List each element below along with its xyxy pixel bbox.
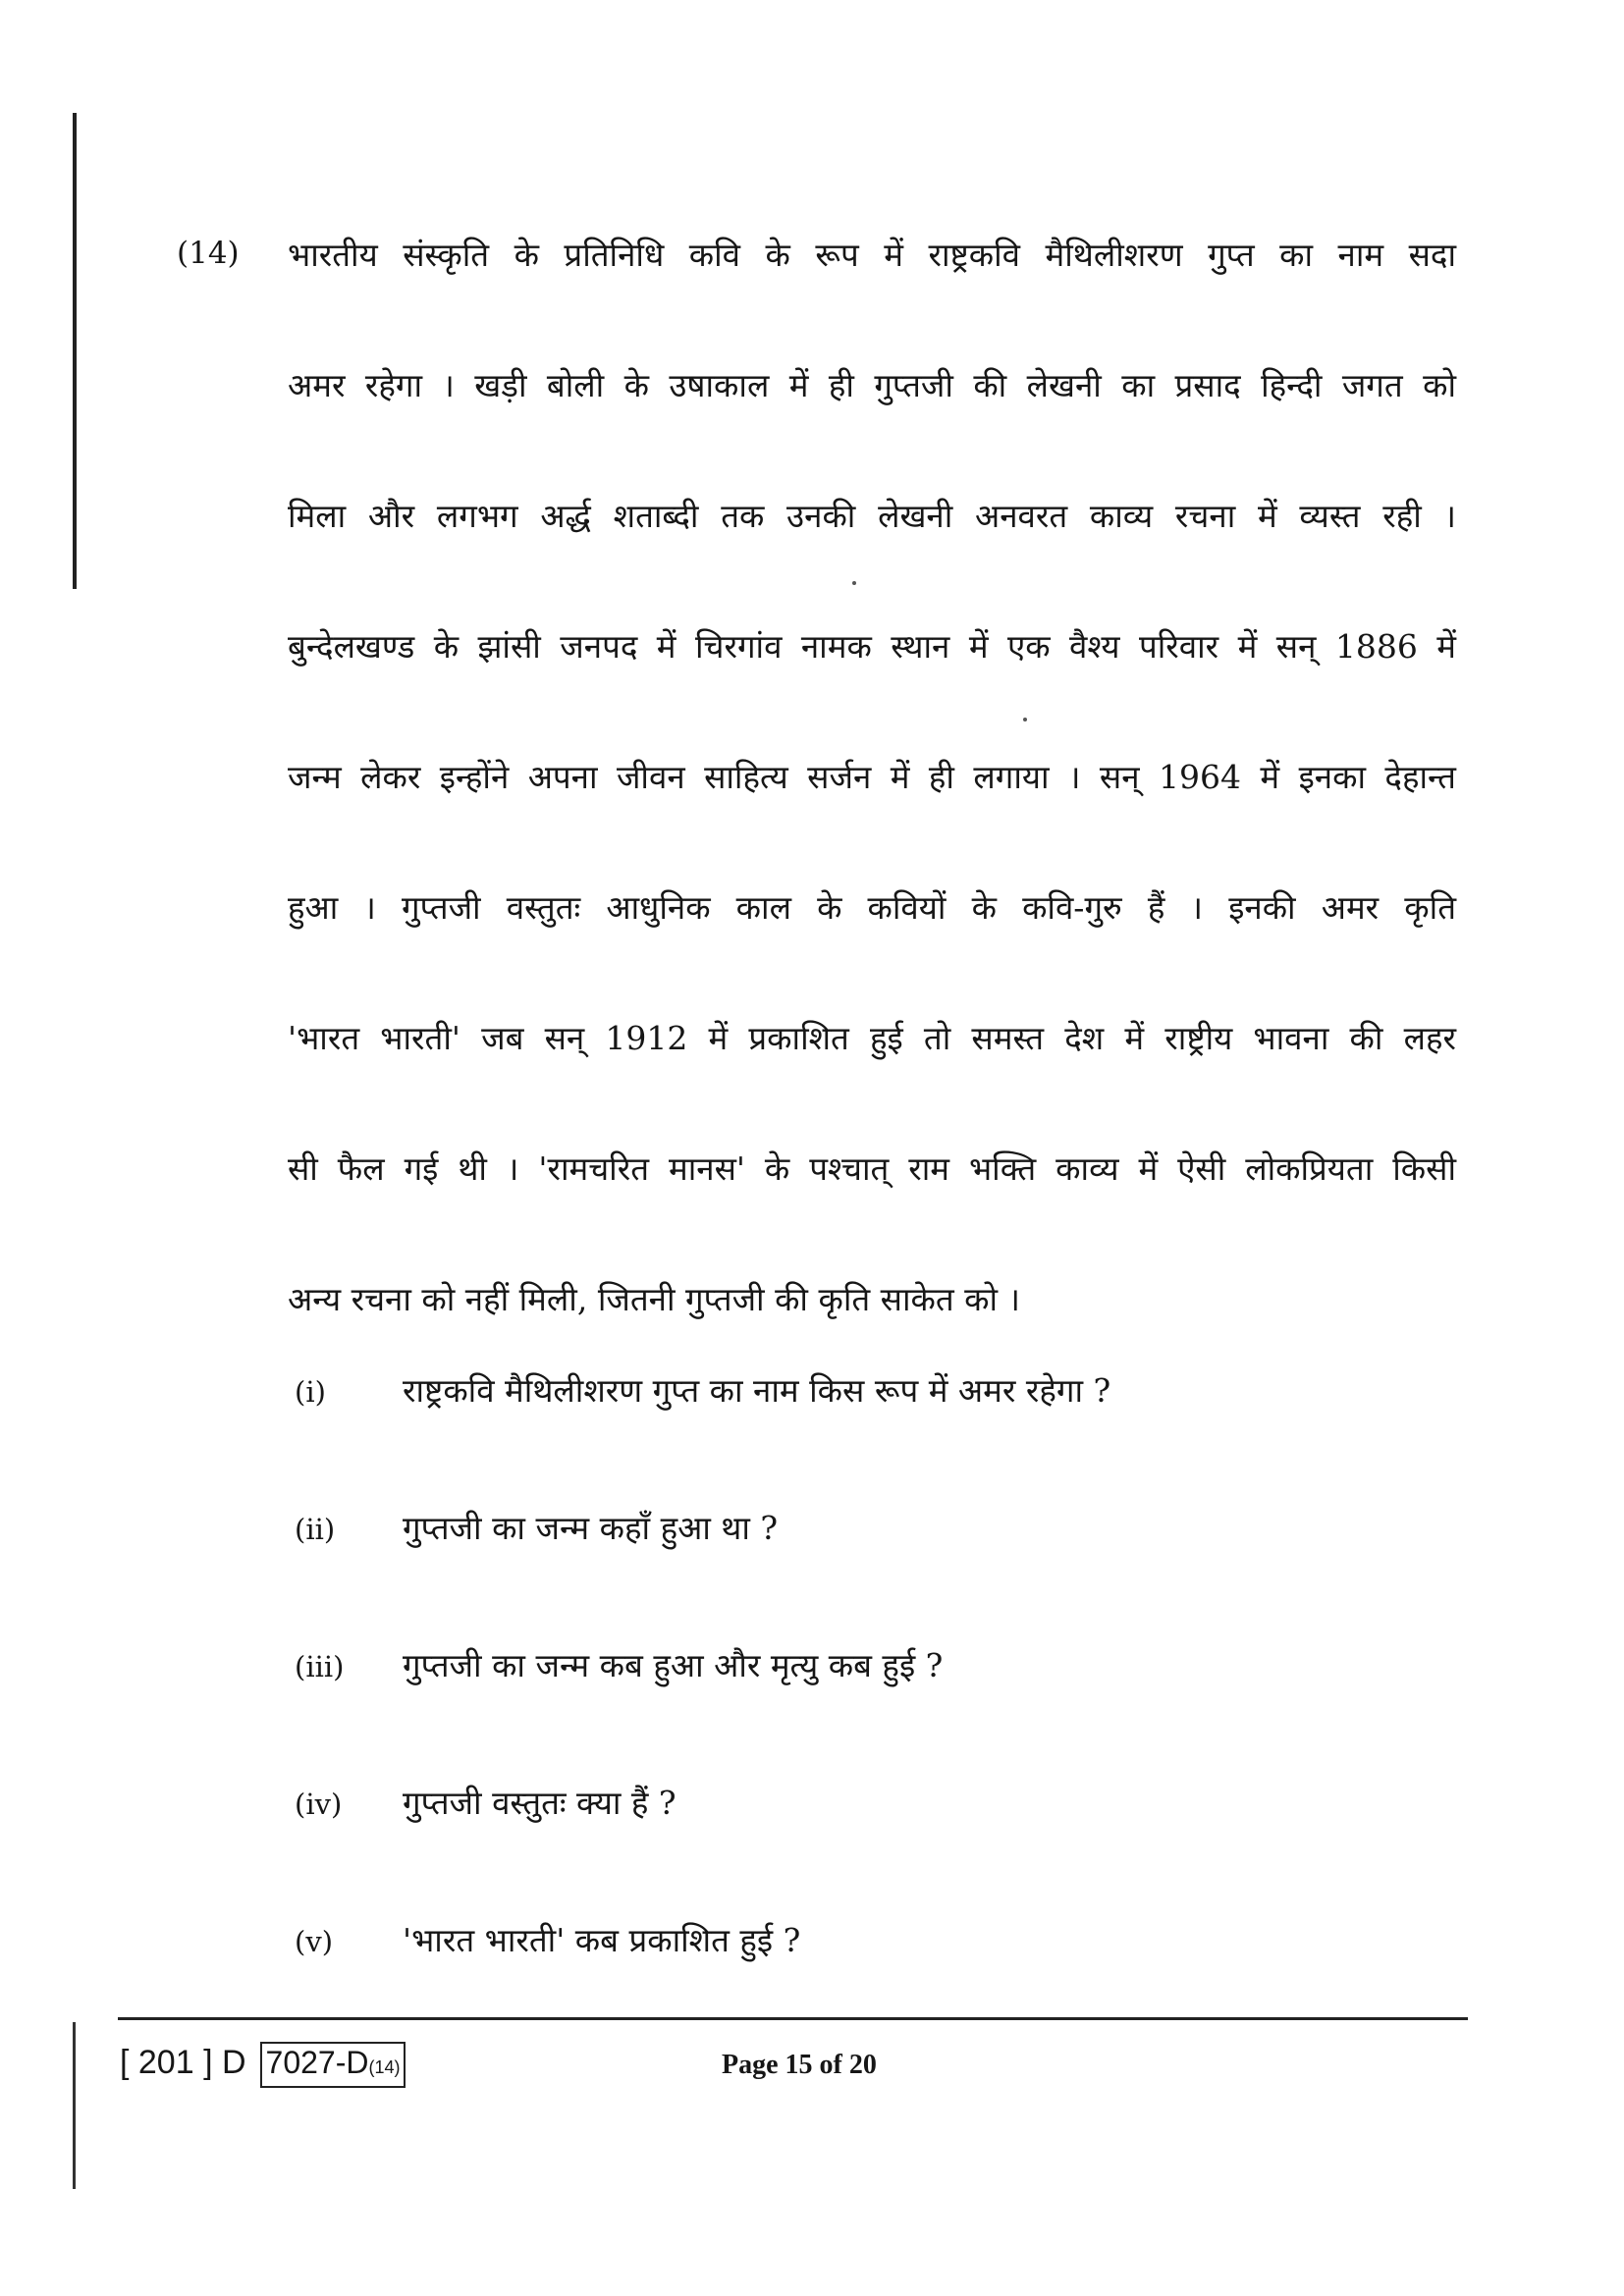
sub-question-2	[295, 1507, 1375, 1556]
passage-line: अमर रहेगा । खड़ी बोली के उषाकाल में ही गुप्तजी की लेखनी का प्रसाद हिन्दी जगत को	[288, 366, 1456, 404]
footer-paper-code	[120, 2042, 406, 2088]
sub-question-number: (i)	[295, 1375, 326, 1409]
page-number: Page 15 of 20	[722, 2050, 877, 2080]
passage-line: हुआ । गुप्तजी वस्तुतः आधुनिक काल के कवियों के कवि-गुरु हैं । इनकी अमर कृति	[288, 888, 1456, 927]
sub-question-number: (ii)	[295, 1513, 336, 1546]
footer-divider	[118, 2017, 1468, 2020]
sub-question-number: (iv)	[295, 1788, 343, 1821]
sub-question-3	[295, 1644, 1375, 1693]
sub-question-text: राष्ट्रकवि मैथिलीशरण गुप्त का नाम किस रूप में अमर रहेगा ?	[403, 1371, 1111, 1410]
sub-question-number: (iii)	[295, 1650, 345, 1683]
paper-code-main: 7027-D	[265, 2045, 369, 2080]
passage-line: सी फैल गई थी । 'रामचरित मानस' के पश्चात् राम भक्ति काव्य में ऐसी लोकप्रियता किसी	[288, 1149, 1456, 1188]
sub-question-4	[295, 1782, 1375, 1831]
paper-code-sub: (14)	[368, 2057, 401, 2077]
passage-line: मिला और लगभग अर्द्ध शताब्दी तक उनकी लेखनी अनवरत काव्य रचना में व्यस्त रही ।	[288, 497, 1456, 535]
sub-question-1	[295, 1369, 1375, 1418]
paper-code-box	[260, 2042, 406, 2088]
passage-line: बुन्देलखण्ड के झांसी जनपद में चिरगांव नामक स्थान में एक वैश्य परिवार में सन् 1886 में	[288, 627, 1456, 666]
question-number: (14)	[177, 236, 240, 271]
margin-rule	[73, 113, 77, 589]
question-passage	[288, 236, 1456, 1411]
passage-line: अन्य रचना को नहीं मिली, जितनी गुप्तजी की कृति साकेत को ।	[288, 1280, 1021, 1318]
sub-question-text: 'भारत भारती' कब प्रकाशित हुई ?	[403, 1921, 801, 1959]
sub-question-5	[295, 1919, 1375, 1968]
sub-question-number: (v)	[295, 1925, 334, 1958]
passage-line: जन्म लेकर इन्होंने अपना जीवन साहित्य सर्जन में ही लगाया । सन् 1964 में इनका देहान्त	[288, 758, 1456, 796]
sub-question-text: गुप्तजी का जन्म कहाँ हुआ था ?	[403, 1509, 779, 1547]
sub-question-text: गुप्तजी वस्तुतः क्या हैं ?	[403, 1784, 677, 1822]
passage-line: 'भारत भारती' जब सन् 1912 में प्रकाशित हुई तो समस्त देश में राष्ट्रीय भावना की लहर	[288, 1019, 1456, 1057]
sub-question-text: गुप्तजी का जन्म कब हुआ और मृत्यु कब हुई ?	[403, 1646, 944, 1684]
margin-rule-lower	[73, 2022, 76, 2189]
passage-line: भारतीय संस्कृति के प्रतिनिधि कवि के रूप में राष्ट्रकवि मैथिलीशरण गुप्त का नाम सदा	[288, 236, 1456, 274]
footer-left-text: [ 201 ] D	[120, 2044, 246, 2081]
